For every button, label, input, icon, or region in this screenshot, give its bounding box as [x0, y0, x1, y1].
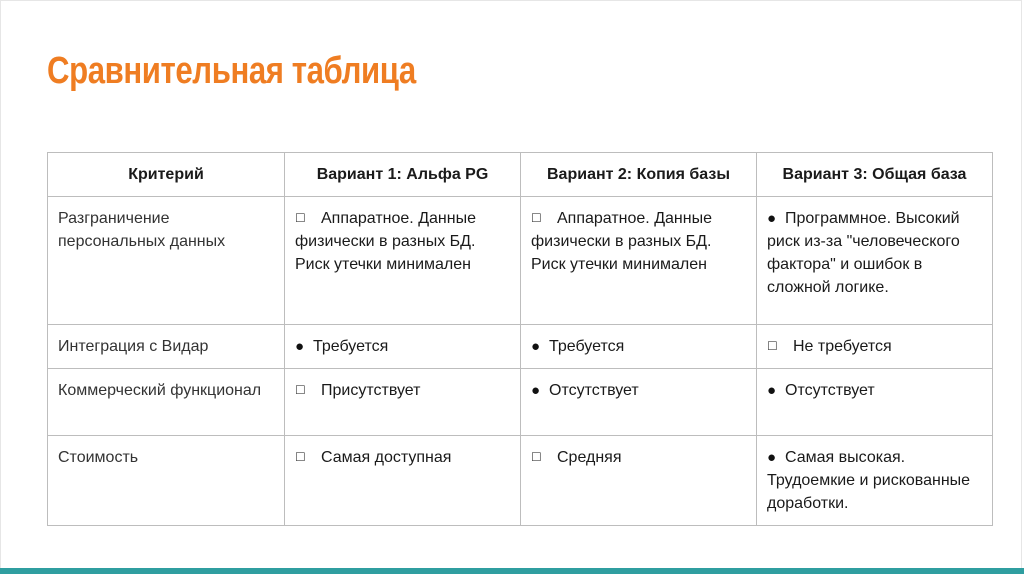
table-cell	[521, 369, 757, 436]
cell-text: Программное. Высокий риск из-за "человеческого фактора" и ошибок в сложной логике.	[767, 210, 960, 296]
cell-text: Отсутствует	[785, 382, 875, 399]
criterion-cell: Разграничение персональных данных	[48, 197, 285, 325]
table-cell	[521, 197, 757, 325]
table-header-row	[48, 153, 993, 197]
filled-dot-icon: ●	[531, 382, 541, 399]
table-cell	[521, 325, 757, 369]
table-cell	[757, 197, 993, 325]
cell-text: Требуется	[549, 338, 625, 355]
table-cell	[285, 325, 521, 369]
table-cell	[285, 436, 521, 526]
header-variant-3: Вариант 3: Общая база	[757, 153, 993, 197]
table-row	[48, 369, 993, 436]
cell-text: Требуется	[313, 338, 389, 355]
cell-text: Средняя	[557, 449, 622, 466]
table-cell	[757, 369, 993, 436]
table-row	[48, 436, 993, 526]
cell-text: Самая доступная	[321, 449, 452, 466]
cell-text: Самая высокая. Трудоемкие и рискованные доработки.	[767, 449, 971, 512]
table-cell	[757, 325, 993, 369]
header-criterion: Критерий	[48, 153, 285, 197]
table-cell	[757, 436, 993, 526]
comparison-table	[47, 152, 993, 526]
criterion-cell: Интеграция с Видар	[48, 325, 285, 369]
open-square-icon: ☐	[295, 450, 306, 464]
criterion-cell: Стоимость	[48, 436, 285, 526]
footer-accent-bar	[0, 568, 1024, 574]
criterion-cell: Коммерческий функционал	[48, 369, 285, 436]
cell-text: Аппаратное. Данные физически в разных БД. Риск утечки минимален	[531, 210, 712, 273]
table-cell	[521, 436, 757, 526]
header-variant-2: Вариант 2: Копия базы	[521, 153, 757, 197]
filled-dot-icon: ●	[767, 449, 777, 466]
open-square-icon: ☐	[531, 450, 542, 464]
table-cell	[285, 197, 521, 325]
cell-text: Аппаратное. Данные физически в разных БД. Риск утечки минимален	[295, 210, 476, 273]
open-square-icon: ☐	[295, 211, 306, 225]
table-row	[48, 197, 993, 325]
open-square-icon: ☐	[767, 339, 778, 353]
cell-text: Отсутствует	[549, 382, 639, 399]
open-square-icon: ☐	[295, 383, 306, 397]
open-square-icon: ☐	[531, 211, 542, 225]
filled-dot-icon: ●	[531, 338, 541, 355]
filled-dot-icon: ●	[767, 210, 777, 227]
slide-title: Сравнительная таблица	[47, 50, 416, 92]
cell-text: Присутствует	[321, 382, 421, 399]
filled-dot-icon: ●	[767, 382, 777, 399]
cell-text: Не требуется	[793, 338, 892, 355]
filled-dot-icon: ●	[295, 338, 305, 355]
table-row	[48, 325, 993, 369]
header-variant-1: Вариант 1: Альфа PG	[285, 153, 521, 197]
table-cell	[285, 369, 521, 436]
